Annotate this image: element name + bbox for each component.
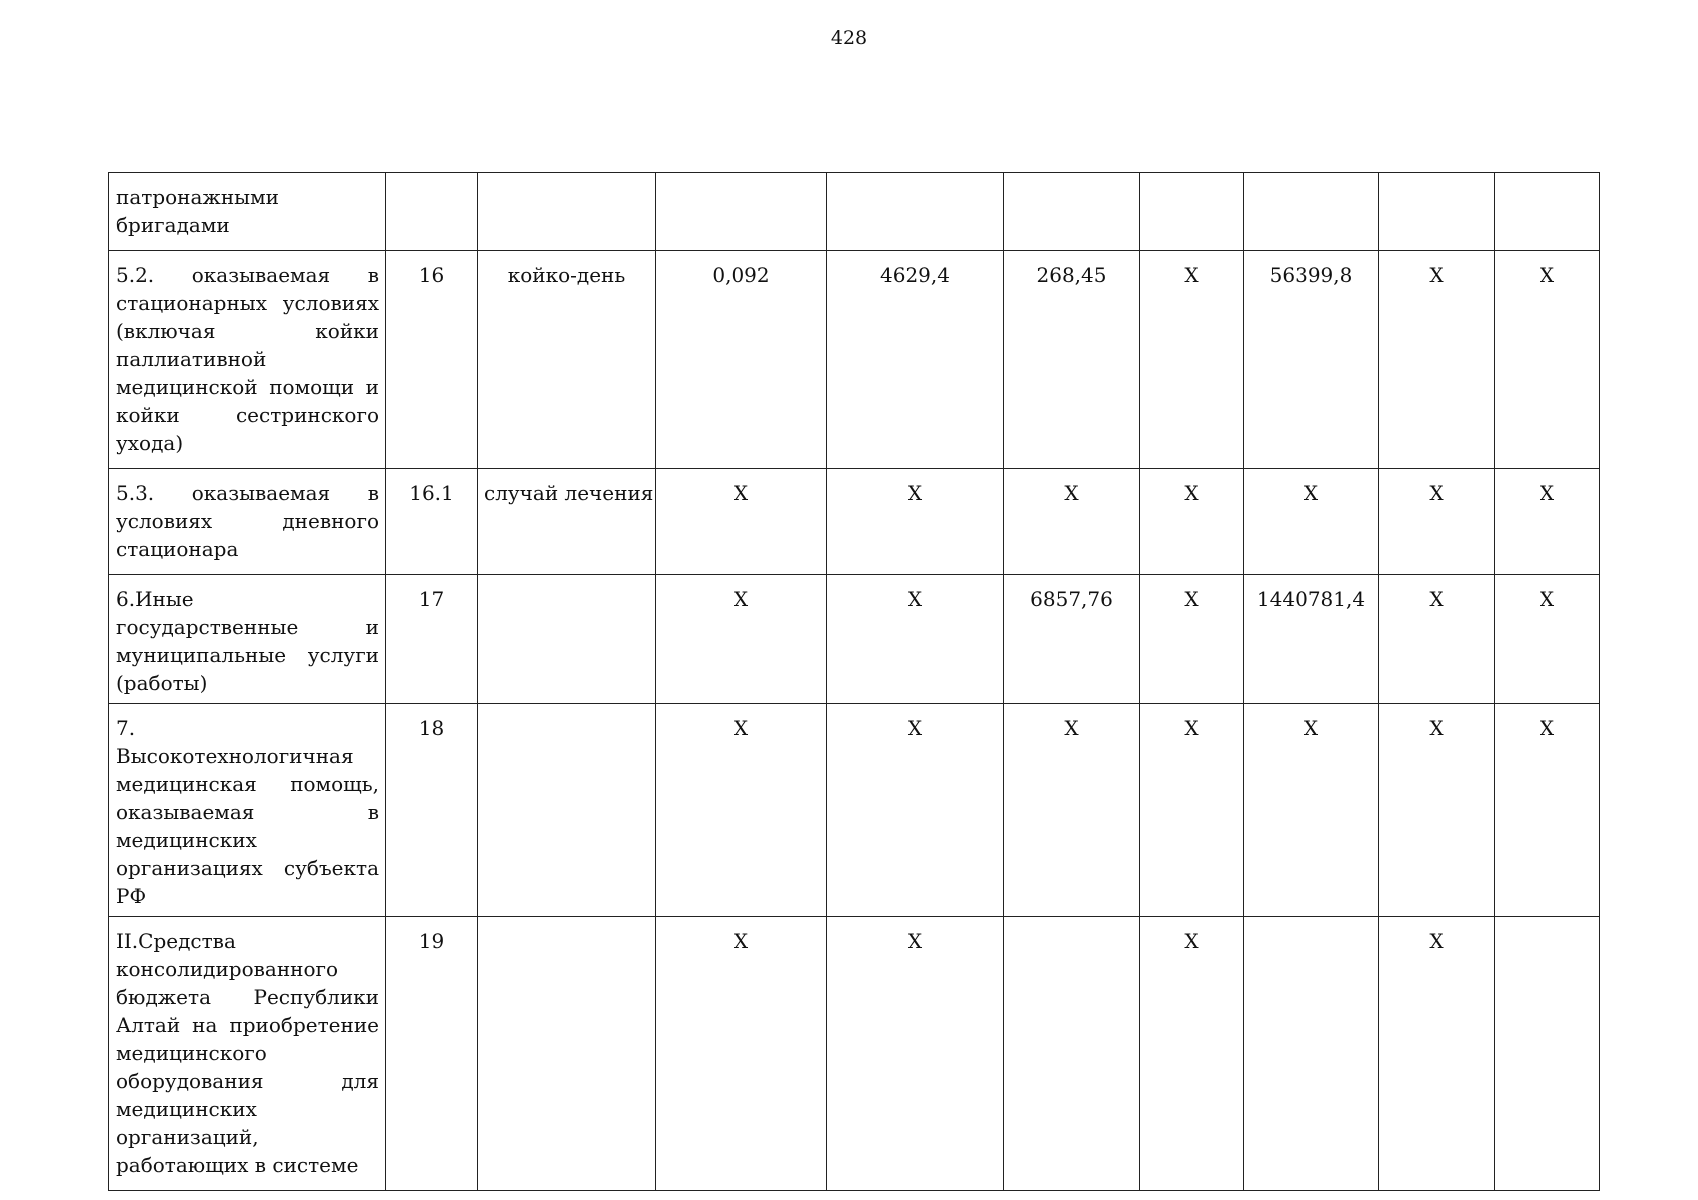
budget-table <box>108 172 1600 1191</box>
table-cell <box>1495 917 1600 1191</box>
page-number: 428 <box>830 27 868 49</box>
table-cell: X <box>1004 704 1140 917</box>
table-cell: X <box>656 917 827 1191</box>
table-cell <box>1379 173 1495 251</box>
table-cell: X <box>1379 917 1495 1191</box>
table-cell: койко-день <box>478 251 656 469</box>
table-cell <box>1244 917 1379 1191</box>
table-cell: X <box>1379 251 1495 469</box>
table-cell: 4629,4 <box>827 251 1004 469</box>
table-cell: X <box>656 575 827 704</box>
table-cell <box>1244 173 1379 251</box>
table-row <box>109 469 1600 575</box>
table-cell: X <box>1004 469 1140 575</box>
table-row <box>109 251 1600 469</box>
table-cell: 16 <box>386 251 478 469</box>
table-cell <box>1004 173 1140 251</box>
table-body <box>109 173 1600 1191</box>
table-cell: X <box>1140 917 1244 1191</box>
table-row <box>109 917 1600 1191</box>
table-cell: 18 <box>386 704 478 917</box>
table-cell: X <box>827 704 1004 917</box>
row-name: II.Средства консолидированного бюджета Республики Алтай на приобретение медицинского оборудования для медицинских организаций, работающих в системе <box>109 917 386 1191</box>
table-row <box>109 704 1600 917</box>
table-cell: 1440781,4 <box>1244 575 1379 704</box>
table-cell: X <box>1244 704 1379 917</box>
table-row <box>109 575 1600 704</box>
table-cell <box>386 173 478 251</box>
table-cell: X <box>656 704 827 917</box>
table-cell: 17 <box>386 575 478 704</box>
row-name: 5.3. оказываемая в условиях дневного стационара <box>109 469 386 575</box>
row-name: 7. Высокотехнологичная медицинская помощь, оказываемая в медицинских организациях субъекта РФ <box>109 704 386 917</box>
table-row <box>109 173 1600 251</box>
table-cell: X <box>1140 704 1244 917</box>
table-cell <box>1004 917 1140 1191</box>
table-cell <box>478 575 656 704</box>
table-cell: 16.1 <box>386 469 478 575</box>
table-cell: случай лечения <box>478 469 656 575</box>
table-cell: X <box>1140 469 1244 575</box>
table-cell: X <box>656 469 827 575</box>
row-name: 5.2. оказываемая в стационарных условиях (включая койки паллиативной медицинской помощи и койки сестринского ухода) <box>109 251 386 469</box>
table-cell: X <box>1379 704 1495 917</box>
table-cell <box>827 173 1004 251</box>
table-cell <box>1495 173 1600 251</box>
table-cell: 6857,76 <box>1004 575 1140 704</box>
table-cell: X <box>1379 575 1495 704</box>
table-cell <box>1140 173 1244 251</box>
table-cell <box>478 173 656 251</box>
table-cell: X <box>827 917 1004 1191</box>
row-name: 6.Иные государственные и муниципальные услуги (работы) <box>109 575 386 704</box>
table-cell: X <box>1495 704 1600 917</box>
table-cell: X <box>1140 251 1244 469</box>
row-name: патронажными бригадами <box>109 173 386 251</box>
table-cell: 0,092 <box>656 251 827 469</box>
table-cell: X <box>1244 469 1379 575</box>
table-cell <box>478 917 656 1191</box>
table-cell: X <box>1140 575 1244 704</box>
table-cell: X <box>827 469 1004 575</box>
table-cell: X <box>1379 469 1495 575</box>
table-cell: 56399,8 <box>1244 251 1379 469</box>
table-cell: 19 <box>386 917 478 1191</box>
table-cell: X <box>1495 575 1600 704</box>
table-cell <box>656 173 827 251</box>
table-cell: 268,45 <box>1004 251 1140 469</box>
table-cell <box>478 704 656 917</box>
table-cell: X <box>1495 251 1600 469</box>
table-cell: X <box>827 575 1004 704</box>
table-cell: X <box>1495 469 1600 575</box>
